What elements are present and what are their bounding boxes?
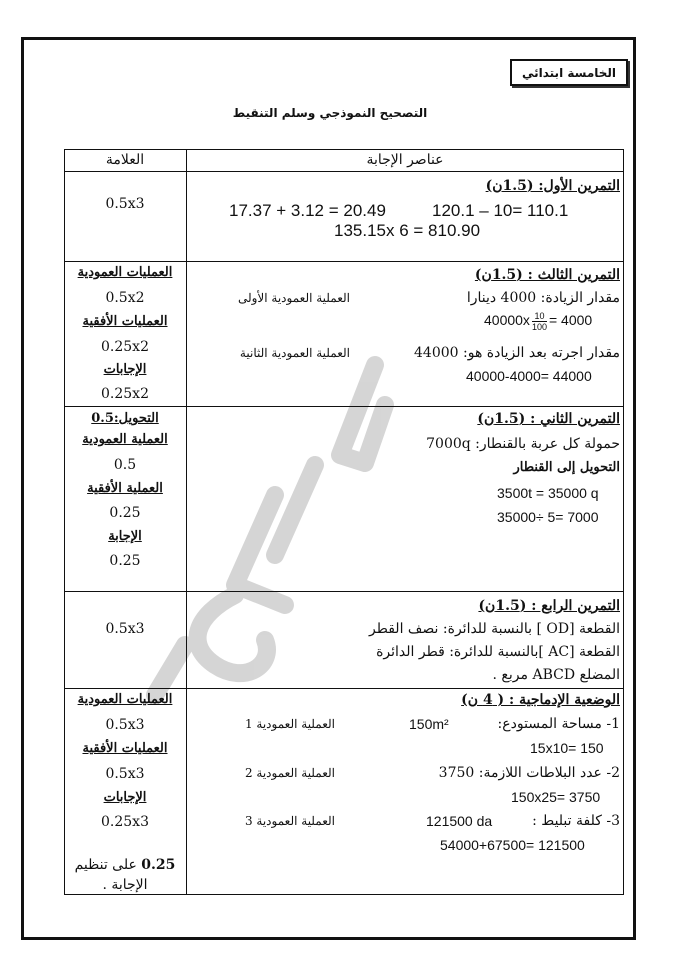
ex4-grade: 0.5x3	[105, 621, 145, 637]
integ-grade-org-text: على تنظيم	[74, 857, 137, 873]
ex2-grade-horizontal-val: 0.25	[109, 505, 141, 521]
ex1-line1b: 17.37 + 3.12 = 20.49	[229, 201, 386, 220]
ex1-grade: 0.5x3	[105, 196, 145, 212]
header-answer-elements: عناصر الإجابة	[366, 152, 444, 168]
ex2-grade-answer-val: 0.25	[109, 553, 141, 569]
level-label: الخامسة ابتدائي	[510, 59, 628, 86]
ex2-eq2: 35000÷ 5= 7000	[497, 509, 599, 525]
integ-q3-op: العملية العمودية 3	[244, 814, 335, 828]
integ-q3: 3- كلفة تبليط :	[532, 813, 620, 829]
integ-grade-vertical: العمليات العمودية	[77, 692, 173, 707]
header-grade: العلامة	[105, 152, 145, 168]
ex3-increase: مقدار الزيادة: 4000 دينارا	[466, 290, 620, 306]
integ-grade-horizontal: العمليات الأفقية	[82, 741, 168, 756]
document-title: التصحيح النموذجي وسلم التنقيط	[232, 106, 428, 120]
ex1-title: التمرين الأول: (1.5ن)	[485, 178, 620, 194]
ex3-grade-answers-val: 0.25x2	[101, 386, 149, 402]
ex1-line1a: 120.1 – 10= 110.1	[432, 201, 569, 220]
ex3-col-op1: العملية العمودية الأولى	[237, 291, 350, 305]
ex2-title: التمرين الثاني : (1.5ن)	[477, 411, 620, 427]
ex3-salary: مقدار اجرته بعد الزيادة هو: 44000	[414, 345, 620, 361]
integ-grade-organization	[64, 856, 186, 874]
ex2-grade-vertical-val: 0.5	[113, 457, 137, 473]
integ-grade-org-text2: الإجابة .	[102, 877, 148, 893]
ex3-grade-answers: الإجابات	[103, 362, 147, 377]
ex3-grade-vertical-val: 0.5x2	[105, 290, 145, 306]
integ-grade-org-val: 0.25	[141, 857, 176, 873]
ex2-eq1: 3500t = 35000 q	[497, 485, 599, 501]
ex3-title: التمرين الثالث : (1.5ن)	[474, 267, 620, 283]
ex3-grade-horizontal: العمليات الأفقية	[82, 314, 168, 329]
ex4-line3: المضلع ABCD مربع .	[492, 667, 620, 683]
ex3-calc: 40000-4000= 44000	[466, 368, 592, 384]
integ-q1-op: العملية العمودية 1	[244, 717, 335, 731]
integ-q1-val: 150m²	[409, 716, 449, 732]
ex3-fraction-line: 40000x $\frac{10}{100}$ = 4000	[484, 311, 593, 332]
integ-grade-vertical-val: 0.5x3	[105, 717, 145, 733]
integ-grade-answers-val: 0.25x3	[101, 814, 149, 830]
integ-q2-op: العملية العمودية 2	[244, 766, 335, 780]
integ-title: الوضعية الإدماجية : ( 4 ن)	[461, 692, 620, 708]
ex3-col-op2: العملية العمودية الثانية	[239, 346, 350, 360]
ex4-line1: القطعة [OD ] بالنسبة للدائرة: نصف القطر	[369, 621, 620, 637]
ex3-grade-vertical: العمليات العمودية	[77, 265, 173, 280]
integ-q2-calc: 150x25= 3750	[511, 789, 601, 805]
ex2-load: حمولة كل عربة بالقنطار: 7000q	[426, 436, 620, 452]
ex4-line2: القطعة [AC ]بالنسبة للدائرة: قطر الدائرة	[376, 644, 620, 660]
integ-q3-calc: 54000+67500= 121500	[440, 837, 585, 853]
integ-q1-calc: 15x10= 150	[530, 740, 604, 756]
ex2-grade-answer: الإجابة	[108, 529, 142, 544]
ex2-grade-convert: التحويل:0.5	[91, 411, 159, 426]
ex4-title: التمرين الرابع : (1.5ن)	[478, 598, 620, 614]
ex2-grade-horizontal: العملية الأفقية	[87, 481, 163, 496]
integ-grade-answers: الإجابات	[103, 790, 147, 805]
ex2-grade-vertical: العملية العمودية	[82, 432, 168, 447]
integ-q1: 1- مساحة المستودع:	[497, 716, 620, 732]
ex3-grade-horizontal-val: 0.25x2	[101, 339, 149, 355]
ex1-line2: 135.15x 6 = 810.90	[334, 221, 481, 240]
ex2-convert: التحويل إلى القنطار	[513, 460, 620, 475]
integ-q3-val: 121500 da	[426, 813, 493, 829]
integ-q2: 2- عدد البلاطات اللازمة: 3750	[438, 765, 620, 781]
integ-grade-horizontal-val: 0.5x3	[105, 766, 145, 782]
